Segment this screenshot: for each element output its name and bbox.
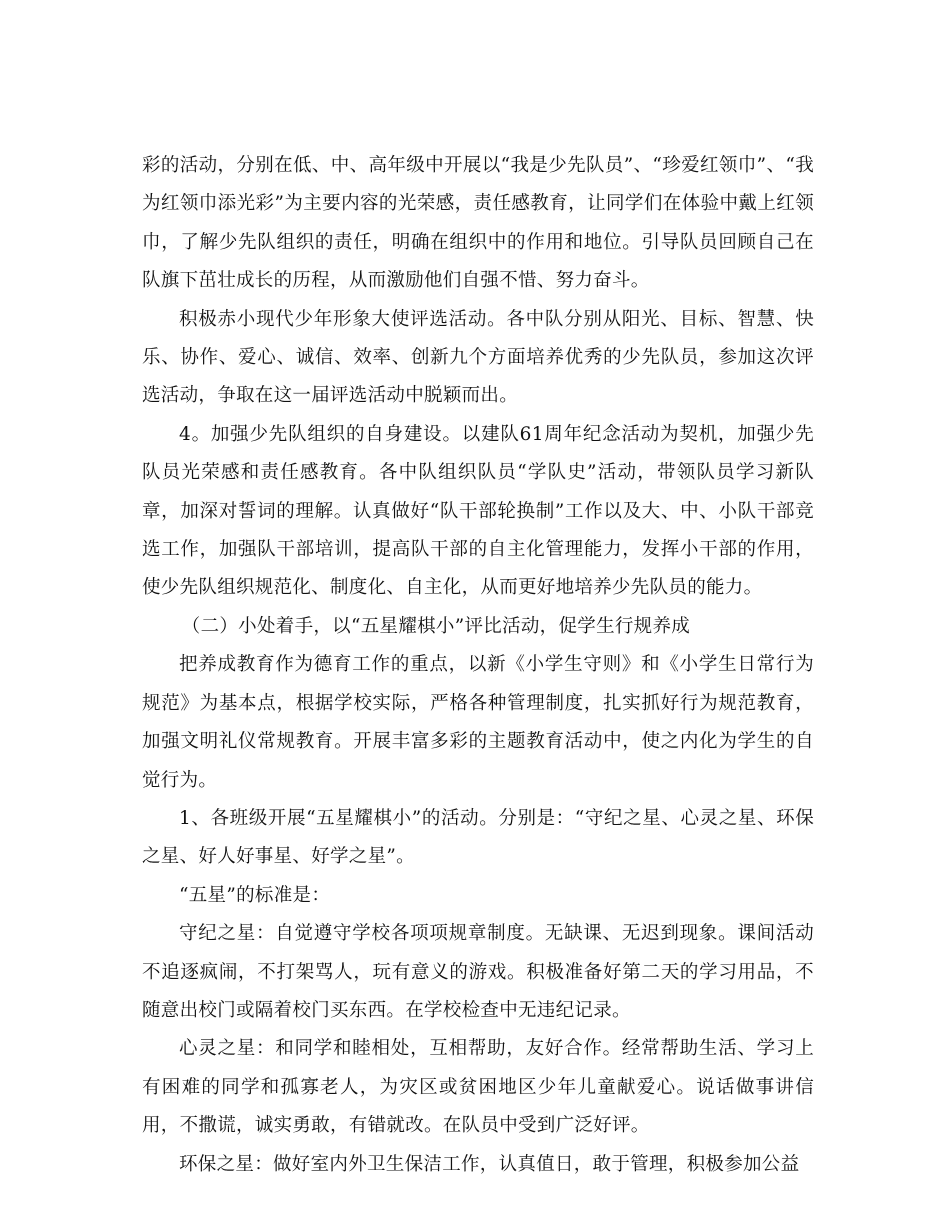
paragraph-9: 环保之星：做好室内外卫生保洁工作，认真值日，敢于管理，积极参加公益 [179, 1153, 800, 1175]
paragraph-1: 彩的活动，分别在低、中、高年级中开展以“我是少先队员”、“珍爱红领巾”、“我为红领巾添光彩”为主要内容的光荣感，责任感教育，让同学们在体验中戴上红领巾，了解少先队组织的责任，明确在组织中的作用和地位。引导队员回顾自己在队旗下茁壮成长的历程，从而激励他们自强不惜、努力奋斗。 [142, 155, 814, 292]
paragraph-2: 积极赤小现代少年形象大使评选活动。各中队分别从阳光、目标、智慧、快乐、协作、爱心、诚信、效率、创新九个方面培养优秀的少先队员，参加这次评选活动，争取在这一届评选活动中脱颖而出。 [142, 308, 814, 407]
paragraph-8: 心灵之星：和同学和睦相处，互相帮助，友好合作。经常帮助生活、学习上有困难的同学和孤寡老人，为灾区或贫困地区少年儿童献爱心。说话做事讲信用，不撒谎，诚实勇敢，有错就改。在队员中受到广泛好评。 [142, 1038, 814, 1137]
paragraph-3: 4。加强少先队组织的自身建设。以建队61周年纪念活动为契机，加强少先队员光荣感和责任感教育。各中队组织队员“学队史”活动，带领队员学习新队章，加深对誓词的理解。认真做好“队干部轮换制”工作以及大、中、小队干部竞选工作，加强队干部培训，提高队干部的自主化管理能力，发挥小干部的作用，使少先队组织规范化、制度化、自主化，从而更好地培养少先队员的能力。 [142, 423, 814, 599]
paragraph-5: 1、各班级开展“五星耀棋小”的活动。分别是：“守纪之星、心灵之星、环保之星、好人好事星、好学之星”。 [142, 807, 814, 868]
paragraph-7: 守纪之星：自觉遵守学校各项项规章制度。无缺课、无迟到现象。课间活动不追逐疯闹，不打架骂人，玩有意义的游戏。积极准备好第二天的学习用品，不随意出校门或隔着校门买东西。在学校检查中无违纪记录。 [142, 923, 814, 1021]
section-heading: （二）小处着手，以“五星耀棋小”评比活动，促学生行规养成 [181, 615, 691, 637]
paragraph-4: 把养成教育作为德育工作的重点，以新《小学生守则》和《小学生日常行为规范》为基本点，根据学校实际，严格各种管理制度，扎实抓好行为规范教育，加强文明礼仪常规教育。开展丰富多彩的主题教育活动中，使之内化为学生的自觉行为。 [142, 654, 814, 791]
document-body [142, 147, 814, 1184]
paragraph-6: “五星”的标准是： [179, 884, 331, 906]
